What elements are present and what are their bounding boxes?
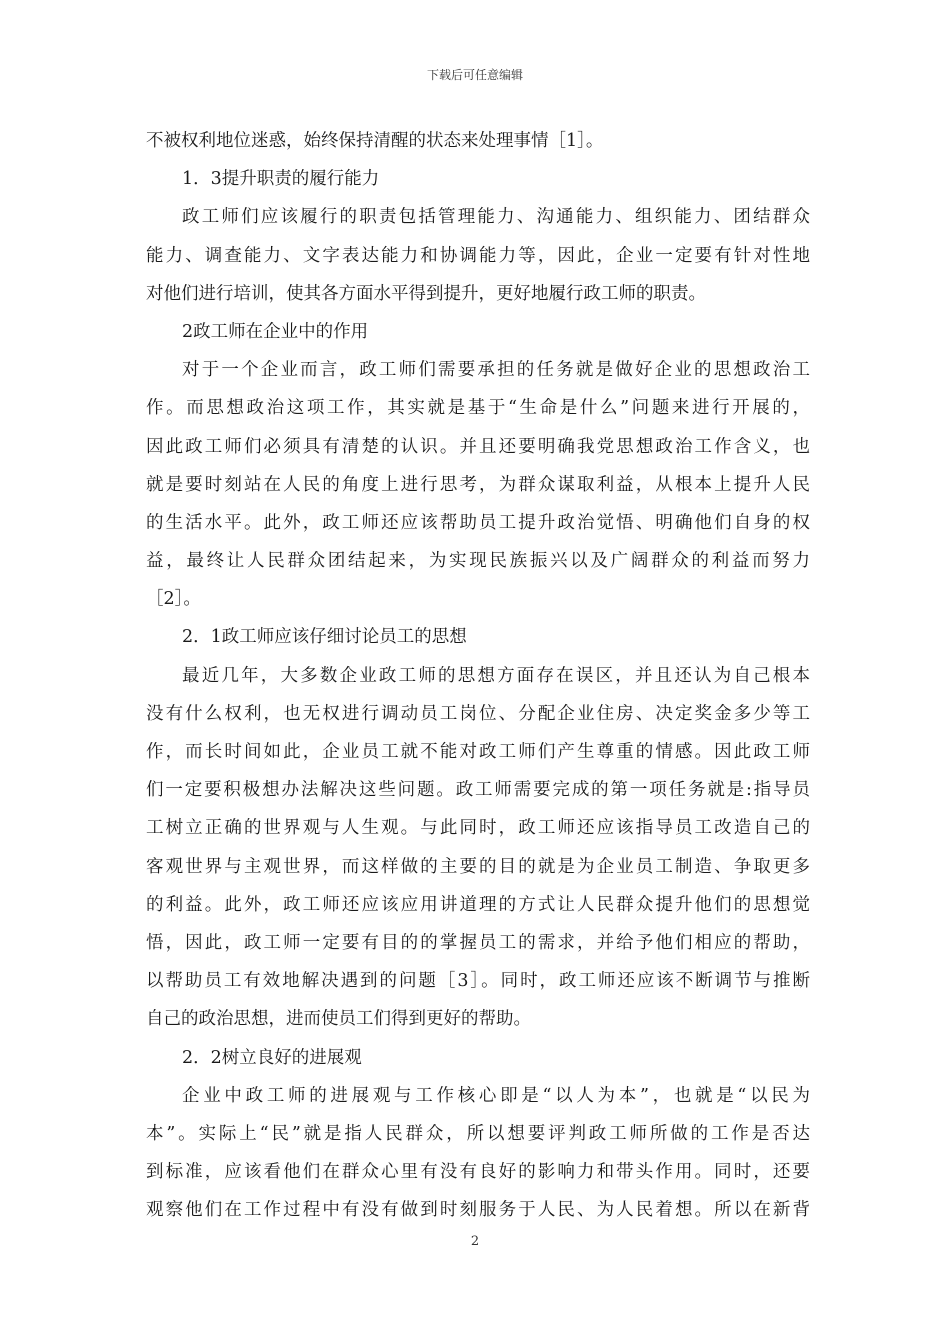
text-line: 不被权利地位迷惑，始终保持清醒的状态来处理事情［1］。 (146, 131, 604, 151)
text-line: 对于一个企业而言，政工师们需要承担的任务就是做好企业的思想政治工 (182, 360, 810, 381)
section-heading: 2．2树立良好的进展观 (182, 1047, 362, 1068)
text-line: 能力、调查能力、文字表达能力和协调能力等，因此，企业一定要有针对性地 (146, 245, 810, 266)
section-heading: 2政工师在企业中的作用 (182, 321, 369, 342)
text-line: 企业中政工师的进展观与工作核心即是“以人为本”，也就是“以民为 (182, 1085, 810, 1106)
text-line: 客观世界与主观世界，而这样做的主要的目的就是为企业员工制造、争取更多 (146, 856, 810, 877)
text-line: 的利益。此外，政工师还应该应用讲道理的方式让人民群众提升他们的思想觉 (146, 894, 810, 915)
text-line: 因此政工师们必须具有清楚的认识。并且还要明确我党思想政治工作含义，也 (146, 436, 810, 457)
text-line: 观察他们在工作过程中有没有做到时刻服务于人民、为人民着想。所以在新背 (146, 1200, 810, 1221)
text-line: 作，而长时间如此，企业员工就不能对政工师们产生尊重的情感。因此政工师 (146, 742, 810, 762)
section-heading: 1．3提升职责的履行能力 (182, 169, 380, 190)
page-number (0, 1234, 950, 1249)
text-line: 作。而思想政治这项工作，其实就是基于“生命是什么”问题来进行开展的， (146, 398, 810, 419)
text-line: 到标准，应该看他们在群众心里有没有良好的影响力和带头作用。同时，还要 (146, 1162, 810, 1183)
text-line: 益，最终让人民群众团结起来，为实现民族振兴以及广阔群众的利益而努力 (146, 551, 810, 572)
text-line: ［2］。 (146, 589, 201, 610)
text-line: 自己的政治思想，进而使员工们得到更好的帮助。 (146, 1009, 531, 1030)
header-text: 下载后可任意编辑 (426, 68, 523, 82)
text-line: 本”。实际上“民”就是指人民群众，所以想要评判政工师所做的工作是否达 (146, 1123, 810, 1144)
text-line: 们一定要积极想办法解决这些问题。政工师需要完成的第一项任务就是:指导员 (146, 780, 810, 801)
text-line: 政工师们应该履行的职责包括管理能力、沟通能力、组织能力、团结群众 (182, 207, 810, 228)
document-body (146, 122, 810, 1229)
section-heading: 2．1政工师应该仔细讨论员工的思想 (182, 627, 467, 648)
text-line: 就是要时刻站在人民的角度上进行思考，为群众谋取利益，从根本上提升人民 (146, 474, 810, 495)
text-line: 的生活水平。此外，政工师还应该帮助员工提升政治觉悟、明确他们自身的权 (146, 512, 810, 533)
text-line: 悟，因此，政工师一定要有目的的掌握员工的需求，并给予他们相应的帮助， (146, 932, 810, 953)
text-line: 对他们进行培训，使其各方面水平得到提升，更好地履行政工师的职责。 (146, 283, 706, 304)
text-line: 没有什么权利，也无权进行调动员工岗位、分配企业住房、决定奖金多少等工 (146, 703, 810, 724)
page-number-text: 2 (470, 1234, 480, 1249)
text-line: 工树立正确的世界观与人生观。与此同时，政工师还应该指导员工改造自己的 (146, 818, 810, 839)
text-line: 以帮助员工有效地解决遇到的问题［3］。同时，政工师还应该不断调节与推断 (146, 971, 810, 992)
text-line: 最近几年，大多数企业政工师的思想方面存在误区，并且还认为自己根本 (182, 665, 810, 686)
page-header (0, 66, 950, 83)
